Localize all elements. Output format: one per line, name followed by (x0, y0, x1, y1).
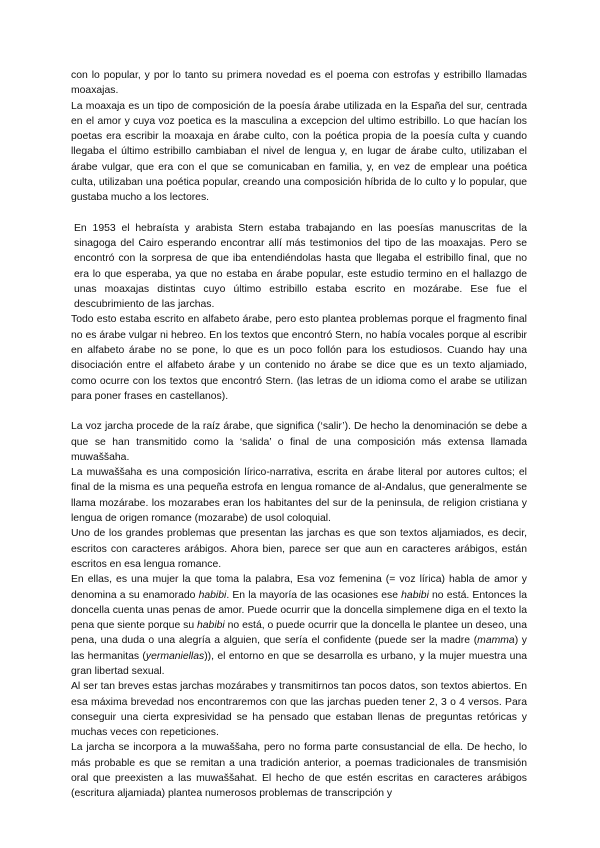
term-habibi: habibi (197, 620, 225, 632)
paragraph-stern-discovery: En 1953 el hebraísta y arabista Stern estaba trabajando en las poesías manuscritas de la sinagoga del Cairo esperando encontrar allí más testimonios del tipo de las moaxajas. Pero se encontró con la sorpresa de que iba entendiéndolas hasta que llegaba el estribillo final, que no era lo que esperaba, ya que no estaba en árabe popular, este estudio termino en el hallazgo de unas moaxajas distintas cuyo último estribillo estaba escrito en mozárabe. Ese fue el descubrimiento de las jarchas. (74, 222, 527, 311)
paragraph-aljamiado: Todo esto estaba escrito en alfabeto árabe, pero esto plantea problemas porque el fragmento final no es árabe vulgar ni hebreo. En los textos que encontró Stern, no había vocales porque al escribir en alfabeto árabe no se pone, lo que es un poco follón para los estudiosos. Cuando hay una disociación entre el alfabeto árabe y un contenido no árabe se dice que es un texto aljamiado, como ocurre con los textos que encontró Stern. (las letras de un idioma como el arabe se utilizan para poner frases en castellanos). (71, 314, 527, 402)
term-mamma: mamma (477, 635, 515, 647)
document-page (71, 68, 527, 802)
paragraph-female-voice: En ellas, es una mujer la que toma la palabra, Esa voz femenina (= voz lírica) habla de amor y denomina a su enamorado habibi. En la mayoría de las ocasiones ese habibi no está. Entonces la doncella cuenta unas penas de amor. Puede ocurrir que la doncella simplemene diga en el texto la pena que siente porque su habibi no está, o puede ocurrir que la doncella le plantee un deseo, una pena, una duda o una alegría a alguien, que sería el confidente (puede ser la madre (mamma) y las hermanitas (yermaniellas)), el entorno en que se desarrolla es urbano, y la mujer muestra una gran libertad sexual. (71, 574, 528, 677)
paragraph-muwassaha-definition: La muwaššaha es una composición lírico-narrativa, escrita en árabe literal por autores cultos; el final de la misma es una pequeña estrofa en lengua romance de al-Andalus, que generalmente se llama mozárabe. los mozarabes eran los habitantes del sur de la peninsula, de religion cristiana y lengua de origen romance (mozarabe) de usol coloquial. (71, 467, 527, 525)
term-habibi: habibi (401, 589, 429, 601)
term-habibi: habibi (198, 589, 227, 601)
paragraph-moaxajas-intro: con lo popular, y por lo tanto su primera novedad es el poema con estrofas y estribillo llamadas moaxajas. (71, 70, 527, 97)
paragraph-jarcha-incorporation: La jarcha se incorpora a la muwaššaha, pero no forma parte consustancial de ella. De hecho, lo más probable es que se remitan a una tradición anterior, a poemas tradicionales de transmisión oral que preexisten a las muwaššahat. El hecho de que estén escritas en caracteres arábigos (escritura aljamiada) plantea numerosos problemas de transcripción y (71, 742, 527, 800)
paragraph-jarcha-etymology: La voz jarcha procede de la raíz árabe, que significa (‘salir’). De hecho la denominación se debe a que se han transmitido como la ‘salida’ o final de una composición más extensa llamada muwaššaha. (71, 421, 527, 463)
term-yermaniellas: yermaniellas (145, 650, 205, 662)
paragraph-moaxaja-definition: La moaxaja es un tipo de composición de la poesía árabe utilizada en la España del sur, centrada en el amor y cuya voz poetica es la masculina a excepcion del ultimo estribillo. Lo que hacían los poetas era escribir la moaxaja en árabe culto, con la poética propia de la poesía culta y cuando llegaba el último estribillo cambiaban el nivel de lengua y, en lugar de árabe culto, utilizaban el árabe vulgar, que era con el que se comunicaban en familia, y, en vez de emplear una poética culta, utilizaban una poética popular, creando una composición híbrida de lo culto y lo popular, que gustaba mucho a los lectores. (71, 100, 527, 204)
paragraph-open-texts: Al ser tan breves estas jarchas mozárabes y transmitirnos tan pocos datos, son textos abiertos. En esa máxima brevedad nos encontraremos con que las jarchas pueden tener 2, 3 o 4 versos. Para conseguir una cierta expresividad se ha pensado que estaban llenas de preguntas retóricas y muchas veces con repeticiones. (71, 681, 527, 739)
paragraph-aljamiado-problems: Uno de los grandes problemas que presentan las jarchas es que son textos aljamiados, es decir, escritos con caracteres arábigos. Ahora bien, parece ser que aun en caracteres arábigos, están escritos en esa lengua romance. (71, 528, 527, 570)
